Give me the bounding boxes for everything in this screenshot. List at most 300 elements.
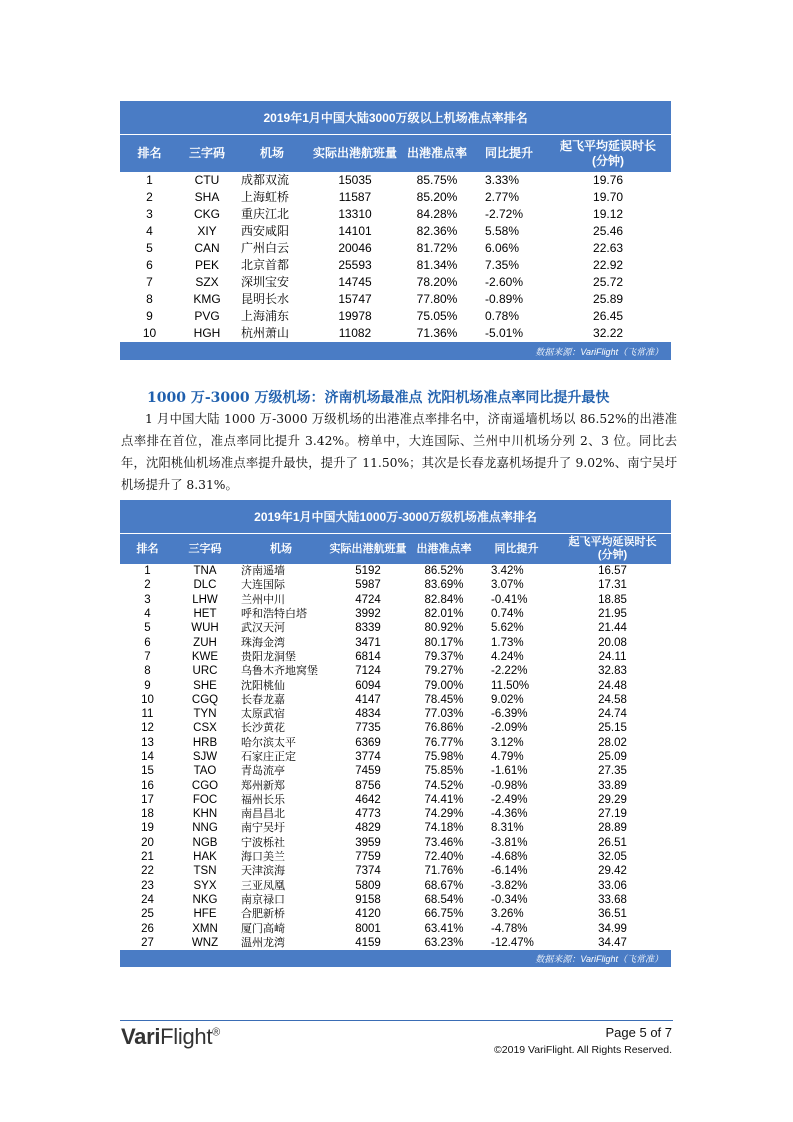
cell-ontime: 81.72% — [416, 241, 458, 255]
cell-flights: 19978 — [338, 309, 372, 323]
table-row — [120, 736, 671, 750]
cell-airport: 上海虹桥 — [241, 190, 290, 204]
table-3000w — [120, 101, 671, 360]
cell-airport: 广州白云 — [241, 241, 290, 255]
table-row — [120, 325, 671, 342]
cell-rank: 2 — [144, 579, 151, 592]
cell-yoy: 8.31% — [491, 822, 524, 835]
cell-airport: 兰州中川 — [241, 593, 285, 606]
cell-rank: 3 — [144, 593, 151, 606]
cell-ontime: 78.20% — [416, 275, 458, 289]
table-row — [120, 578, 671, 592]
cell-airport: 合肥新桥 — [241, 908, 285, 921]
cell-flights: 20046 — [338, 241, 372, 255]
table-row — [120, 189, 671, 206]
cell-yoy: -6.14% — [491, 865, 528, 878]
cell-ontime: 68.67% — [424, 879, 464, 892]
copyright: ©2019 VariFlight. All Rights Reserved. — [494, 1044, 672, 1056]
cell-yoy: -4.78% — [491, 922, 528, 935]
cell-flights: 4773 — [355, 808, 381, 821]
cell-airport: 西安咸阳 — [241, 224, 290, 238]
cell-code: SYX — [193, 879, 217, 892]
cell-flights: 3471 — [355, 636, 381, 649]
cell-ontime: 76.77% — [424, 736, 464, 749]
cell-yoy: 6.06% — [485, 241, 520, 255]
cell-flights: 4147 — [355, 693, 381, 706]
cell-flights: 4159 — [355, 936, 381, 949]
cell-ontime: 75.05% — [416, 309, 458, 323]
cell-ontime: 84.28% — [416, 207, 458, 221]
cell-ontime: 75.85% — [424, 765, 464, 778]
table-row — [120, 257, 671, 274]
cell-delay: 33.06 — [598, 879, 627, 892]
cell-delay: 19.76 — [593, 173, 624, 187]
cell-yoy: 4.79% — [491, 751, 524, 763]
cell-code: XIY — [197, 224, 217, 238]
cell-rank: 26 — [141, 922, 154, 935]
cell-yoy: -0.98% — [491, 779, 528, 792]
table-title: 2019年1月中国大陆3000万级以上机场准点率排名 — [120, 101, 671, 135]
cell-code: SHA — [194, 190, 220, 204]
cell-yoy: 5.62% — [491, 622, 524, 635]
cell-rank: 7 — [146, 275, 153, 289]
cell-airport: 福州长乐 — [241, 793, 285, 806]
cell-rank: 7 — [144, 650, 151, 663]
cell-rank: 1 — [144, 565, 151, 578]
table-row — [120, 879, 671, 893]
cell-ontime: 83.69% — [424, 579, 464, 592]
cell-airport: 深圳宝安 — [241, 275, 290, 289]
cell-rank: 5 — [146, 241, 153, 255]
cell-flights: 14745 — [338, 275, 372, 289]
data-source: 数据来源：VariFlight（飞常准） — [120, 950, 671, 967]
cell-airport: 成都双流 — [241, 173, 290, 187]
cell-yoy: -12.47% — [491, 936, 534, 949]
cell-delay: 26.45 — [593, 309, 624, 323]
cell-delay: 25.89 — [593, 292, 624, 306]
table-row — [120, 240, 671, 257]
table-row — [120, 664, 671, 678]
cell-flights: 9158 — [355, 893, 381, 906]
cell-delay: 21.44 — [598, 622, 627, 635]
cell-code: HFE — [193, 908, 217, 921]
cell-flights: 11587 — [338, 190, 372, 204]
col-header-rank: 排名 — [120, 135, 179, 173]
cell-flights: 4120 — [355, 908, 381, 921]
table-1000w-3000w — [120, 500, 671, 967]
cell-delay: 25.72 — [593, 275, 624, 289]
cell-ontime: 71.36% — [416, 326, 458, 340]
cell-ontime: 66.75% — [424, 908, 464, 921]
cell-airport: 沈阳桃仙 — [241, 679, 285, 692]
cell-yoy: 11.50% — [491, 679, 530, 692]
cell-airport: 杭州萧山 — [241, 326, 290, 340]
cell-delay: 32.83 — [598, 665, 627, 678]
cell-rank: 1 — [146, 173, 153, 187]
cell-airport: 海口美兰 — [241, 851, 285, 864]
cell-ontime: 63.41% — [424, 922, 464, 935]
cell-flights: 4642 — [355, 793, 381, 806]
cell-rank: 16 — [141, 779, 154, 792]
cell-ontime: 74.41% — [424, 793, 464, 806]
col-header-delay: 起飞平均延误时长 (分钟) — [545, 135, 671, 173]
cell-ontime: 63.23% — [424, 936, 464, 949]
cell-delay: 27.35 — [598, 765, 627, 778]
cell-code: CGO — [191, 779, 219, 792]
cell-code: LHW — [192, 593, 218, 606]
cell-delay: 20.08 — [598, 636, 627, 649]
cell-code: CGQ — [191, 693, 219, 706]
cell-code: PEK — [194, 258, 219, 272]
cell-rank: 14 — [141, 751, 154, 763]
table-row — [120, 864, 671, 878]
cell-airport: 贵阳龙洞堡 — [241, 650, 296, 663]
table-row — [120, 635, 671, 649]
cell-code: URC — [192, 665, 218, 678]
cell-flights: 3774 — [355, 751, 381, 763]
cell-code: WNZ — [191, 936, 219, 949]
cell-ontime: 82.84% — [424, 593, 464, 606]
table-row — [120, 821, 671, 835]
cell-rank: 21 — [141, 851, 154, 864]
cell-ontime: 80.92% — [424, 622, 464, 635]
col-header-yoy: 同比提升 — [479, 534, 554, 565]
cell-delay: 28.02 — [598, 736, 627, 749]
cell-rank: 18 — [141, 808, 154, 821]
cell-ontime: 71.76% — [424, 865, 464, 878]
cell-yoy: -2.22% — [491, 665, 528, 678]
cell-yoy: 2.77% — [485, 190, 520, 204]
cell-ontime: 77.80% — [416, 292, 458, 306]
cell-delay: 24.48 — [598, 679, 627, 692]
cell-flights: 7759 — [355, 851, 381, 864]
cell-flights: 5809 — [355, 879, 381, 892]
cell-rank: 4 — [144, 608, 151, 621]
col-header-ontime: 出港准点率 — [409, 534, 479, 565]
cell-yoy: -0.89% — [485, 292, 524, 306]
cell-flights: 13310 — [338, 207, 372, 221]
col-header-code: 三字码 — [179, 135, 235, 173]
cell-rank: 6 — [144, 636, 151, 649]
cell-yoy: -5.01% — [485, 326, 524, 340]
table-row — [120, 707, 671, 721]
section-heading: 1000 万-3000 万级机场：济南机场最准点 沈阳机场准点率同比提升最快 — [147, 390, 610, 406]
cell-ontime: 74.18% — [424, 822, 464, 835]
cell-airport: 长沙黄花 — [241, 722, 285, 735]
table-row — [120, 721, 671, 735]
cell-ontime: 85.20% — [416, 190, 458, 204]
cell-airport: 南昌昌北 — [241, 808, 285, 821]
table-row — [120, 793, 671, 807]
cell-yoy: 7.35% — [485, 258, 520, 272]
cell-flights: 6814 — [355, 650, 381, 663]
col-header-flights: 实际出港航班量 — [327, 534, 409, 565]
cell-airport: 南京禄口 — [241, 893, 285, 906]
table-row — [120, 750, 671, 764]
cell-flights: 4724 — [355, 593, 381, 606]
cell-delay: 25.46 — [593, 224, 624, 238]
table-row — [120, 291, 671, 308]
cell-delay: 27.19 — [598, 808, 627, 821]
cell-flights: 4834 — [355, 708, 381, 721]
col-header-airport: 机场 — [235, 135, 309, 173]
table-row — [120, 223, 671, 240]
cell-yoy: -4.68% — [491, 851, 528, 864]
cell-airport: 昆明长水 — [241, 292, 290, 306]
cell-yoy: 1.73% — [491, 636, 524, 649]
table-row — [120, 564, 671, 578]
cell-yoy: 3.26% — [491, 908, 524, 921]
cell-delay: 34.47 — [598, 936, 627, 949]
table-row — [120, 607, 671, 621]
cell-rank: 23 — [141, 879, 154, 892]
cell-flights: 5987 — [355, 579, 381, 592]
cell-yoy: 3.07% — [491, 579, 524, 592]
cell-ontime: 74.29% — [424, 808, 464, 821]
cell-delay: 22.63 — [593, 241, 624, 255]
cell-airport: 太原武宿 — [241, 708, 285, 721]
cell-code: HET — [193, 608, 217, 621]
cell-ontime: 79.37% — [424, 650, 464, 663]
cell-rank: 12 — [141, 722, 154, 735]
cell-yoy: 4.24% — [491, 650, 524, 663]
cell-code: DLC — [193, 579, 217, 592]
cell-yoy: -0.34% — [491, 893, 528, 906]
cell-code: TYN — [193, 708, 217, 721]
cell-ontime: 74.52% — [424, 779, 464, 792]
cell-delay: 22.92 — [593, 258, 624, 272]
cell-code: HGH — [193, 326, 221, 340]
cell-delay: 32.22 — [593, 326, 624, 340]
cell-code: FOC — [192, 793, 218, 806]
cell-rank: 13 — [141, 736, 154, 749]
cell-yoy: -6.39% — [491, 708, 528, 721]
cell-code: CKG — [193, 207, 220, 221]
table-row — [120, 621, 671, 635]
cell-rank: 8 — [146, 292, 153, 306]
col-header-airport: 机场 — [235, 534, 327, 565]
cell-yoy: -2.49% — [491, 793, 528, 806]
cell-airport: 北京首都 — [241, 258, 290, 272]
table-row — [120, 650, 671, 664]
footer-divider — [120, 1020, 673, 1021]
cell-airport: 济南遥墙 — [241, 565, 285, 578]
cell-code: KHN — [192, 808, 218, 821]
cell-flights: 7459 — [355, 765, 381, 778]
cell-yoy: 3.33% — [485, 173, 520, 187]
cell-delay: 33.89 — [598, 779, 627, 792]
cell-delay: 24.58 — [598, 693, 627, 706]
cell-yoy: -3.82% — [491, 879, 528, 892]
cell-airport: 长春龙嘉 — [241, 693, 285, 706]
cell-ontime: 72.40% — [424, 851, 464, 864]
cell-flights: 3992 — [355, 608, 381, 621]
cell-ontime: 79.00% — [424, 679, 464, 692]
cell-delay: 17.31 — [598, 579, 627, 592]
cell-ontime: 80.17% — [424, 636, 464, 649]
cell-rank: 15 — [141, 765, 154, 778]
cell-ontime: 77.03% — [424, 708, 464, 721]
cell-delay: 29.29 — [598, 793, 627, 806]
cell-code: CTU — [194, 173, 220, 187]
cell-delay: 18.85 — [598, 593, 627, 606]
cell-flights: 3959 — [355, 836, 381, 849]
cell-code: XMN — [192, 922, 218, 935]
cell-code: NKG — [192, 893, 218, 906]
table-row — [120, 807, 671, 821]
cell-delay: 26.51 — [598, 836, 627, 849]
cell-yoy: 0.74% — [491, 608, 524, 621]
cell-rank: 10 — [142, 326, 157, 340]
cell-airport: 温州龙湾 — [241, 936, 285, 949]
cell-ontime: 82.01% — [424, 608, 464, 621]
cell-delay: 32.05 — [598, 851, 627, 864]
cell-yoy: -1.61% — [491, 765, 528, 778]
cell-airport: 石家庄正定 — [241, 751, 296, 763]
cell-delay: 36.51 — [598, 908, 627, 921]
cell-yoy: -2.60% — [485, 275, 524, 289]
col-header-flights: 实际出港航班量 — [309, 135, 401, 173]
cell-rank: 19 — [141, 822, 154, 835]
cell-yoy: -2.72% — [485, 207, 524, 221]
cell-code: KWE — [191, 650, 219, 663]
cell-rank: 17 — [141, 793, 154, 806]
cell-flights: 8756 — [355, 779, 381, 792]
table-body — [120, 172, 671, 342]
cell-delay: 28.89 — [598, 822, 627, 835]
cell-airport: 珠海金湾 — [241, 636, 285, 649]
cell-rank: 11 — [141, 708, 154, 721]
cell-flights: 11082 — [338, 326, 372, 340]
cell-ontime: 76.86% — [424, 722, 464, 735]
cell-delay: 25.15 — [598, 722, 627, 735]
cell-airport: 宁波栎社 — [241, 836, 285, 849]
cell-airport: 南宁吴圩 — [241, 822, 285, 835]
cell-code: CAN — [194, 241, 220, 255]
cell-ontime: 82.36% — [416, 224, 458, 238]
table-row — [120, 308, 671, 325]
col-header-code: 三字码 — [175, 534, 235, 565]
cell-code: SHE — [193, 679, 217, 692]
cell-code: SJW — [192, 751, 218, 763]
cell-yoy: -4.36% — [491, 808, 528, 821]
cell-airport: 厦门高崎 — [241, 922, 285, 935]
cell-delay: 19.70 — [593, 190, 624, 204]
cell-flights: 6369 — [355, 736, 381, 749]
cell-yoy: -2.09% — [491, 722, 528, 735]
cell-rank: 22 — [141, 865, 154, 878]
table-row — [120, 764, 671, 778]
cell-ontime: 68.54% — [424, 893, 464, 906]
cell-flights: 8339 — [355, 622, 381, 635]
table-row — [120, 836, 671, 850]
table-row — [120, 850, 671, 864]
cell-ontime: 85.75% — [416, 173, 458, 187]
cell-ontime: 86.52% — [424, 565, 464, 578]
cell-code: HAK — [193, 851, 217, 864]
cell-delay: 21.95 — [598, 608, 627, 621]
cell-rank: 6 — [146, 258, 153, 272]
cell-code: TSN — [193, 865, 217, 878]
table-body — [120, 564, 671, 950]
cell-flights: 15035 — [338, 173, 372, 187]
cell-rank: 2 — [146, 190, 153, 204]
cell-yoy: 3.12% — [491, 736, 524, 749]
cell-airport: 青岛流亭 — [241, 765, 285, 778]
table-row — [120, 274, 671, 291]
table-row — [120, 936, 671, 950]
cell-yoy: 3.42% — [491, 565, 524, 578]
cell-flights: 7124 — [355, 665, 381, 678]
cell-yoy: -3.81% — [491, 836, 528, 849]
cell-airport: 武汉天河 — [241, 622, 285, 635]
cell-rank: 5 — [144, 622, 151, 635]
cell-rank: 9 — [144, 679, 151, 692]
cell-rank: 4 — [146, 224, 153, 238]
cell-code: TAO — [193, 765, 217, 778]
cell-flights: 7374 — [355, 865, 381, 878]
cell-delay: 33.68 — [598, 893, 627, 906]
cell-rank: 8 — [144, 665, 151, 678]
cell-code: HRB — [192, 736, 218, 749]
cell-flights: 14101 — [338, 224, 372, 238]
table-row — [120, 907, 671, 921]
cell-rank: 9 — [146, 309, 153, 323]
col-header-ontime: 出港准点率 — [401, 135, 473, 173]
cell-ontime: 78.45% — [424, 693, 464, 706]
cell-flights: 5192 — [355, 565, 381, 578]
cell-airport: 天津滨海 — [241, 865, 285, 878]
cell-ontime: 81.34% — [416, 258, 458, 272]
cell-ontime: 79.27% — [424, 665, 464, 678]
cell-code: PVG — [194, 309, 220, 323]
table-row — [120, 172, 671, 189]
page-number: Page 5 of 7 — [605, 1025, 672, 1040]
cell-flights: 15747 — [338, 292, 372, 306]
table-row — [120, 206, 671, 223]
data-source: 数据来源：VariFlight（飞常准） — [120, 342, 671, 360]
cell-airport: 重庆江北 — [241, 207, 290, 221]
col-header-rank: 排名 — [120, 534, 175, 565]
table-row — [120, 693, 671, 707]
cell-airport: 乌鲁木齐地窝堡 — [241, 665, 318, 678]
table-row — [120, 921, 671, 935]
cell-delay: 19.12 — [593, 207, 624, 221]
cell-airport: 呼和浩特白塔 — [241, 608, 307, 621]
cell-ontime: 73.46% — [424, 836, 464, 849]
cell-flights: 4829 — [355, 822, 381, 835]
cell-code: NNG — [192, 822, 218, 835]
cell-code: TNA — [193, 565, 217, 578]
cell-rank: 25 — [141, 908, 154, 921]
cell-flights: 8001 — [355, 922, 381, 935]
cell-delay: 24.11 — [598, 650, 627, 663]
cell-code: NGB — [192, 836, 218, 849]
cell-code: SZX — [195, 275, 219, 289]
cell-code: KMG — [193, 292, 221, 306]
variflight-logo: VariFlight® — [121, 1024, 220, 1049]
cell-code: CSX — [193, 722, 217, 735]
section-paragraph: 1 月中国大陆 1000 万-3000 万级机场的出港准点率排名中，济南遥墙机场以 86.52%的出港准点率排在首位，准点率同比提升 3.42%。榜单中，大连国际、兰州中川机场分列 2、3 位。同比去年，沈阳桃仙机场准点率提升最快，提升了 11.50%；其次是长春龙嘉机场提升了 9.02%、南宁吴圩机场提升了 8.31%。 — [121, 412, 677, 492]
cell-yoy: 9.02% — [491, 693, 524, 706]
cell-flights: 6094 — [355, 679, 381, 692]
cell-delay: 24.74 — [598, 708, 627, 721]
cell-delay: 25.09 — [598, 751, 627, 763]
cell-airport: 三亚凤凰 — [241, 879, 285, 892]
cell-delay: 34.99 — [598, 922, 627, 935]
table-row — [120, 593, 671, 607]
cell-flights: 7735 — [355, 722, 381, 735]
